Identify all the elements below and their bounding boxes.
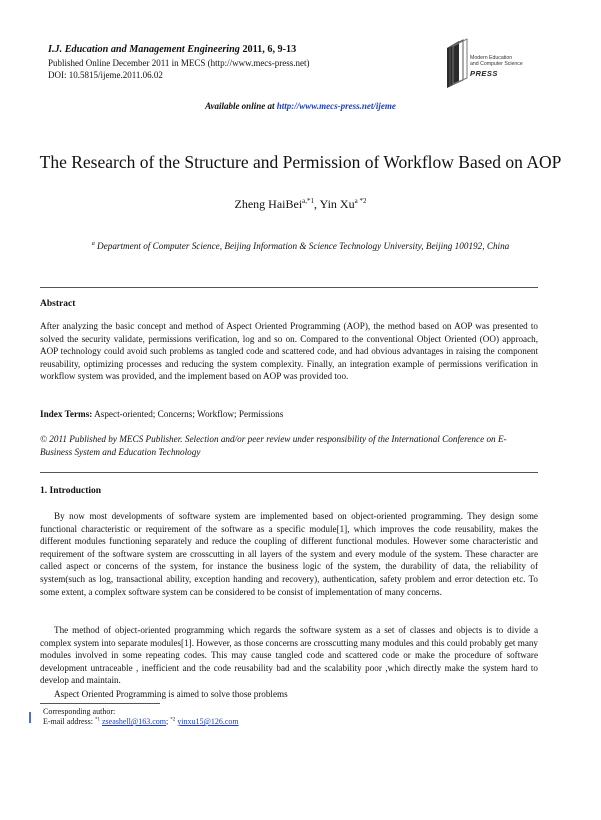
email-2-link[interactable]: yinxu15@126.com [177, 717, 239, 726]
logo-press: PRESS [470, 69, 498, 78]
published-line: Published Online December 2011 in MECS (http://www.mecs-press.net) [48, 58, 310, 68]
email-2-sup: *2 [170, 717, 176, 723]
abstract-bottom-rule [40, 472, 538, 473]
affiliation [55, 238, 546, 253]
available-online [0, 101, 601, 111]
footnote-label: Corresponding author: [43, 707, 116, 716]
logo-line-1: Modern Education [470, 55, 513, 61]
email-1-sup: *1 [94, 717, 100, 723]
copyright-notice: © 2011 Published by MECS Publisher. Selection and/or peer review under responsibility of the International Conference on E-Business System and Education Technology [40, 434, 507, 457]
affiliation-sup: a [91, 241, 95, 247]
journal-header [48, 44, 296, 55]
index-terms-value: Aspect-oriented; Concerns; Workflow; Permissions [94, 409, 284, 419]
author-separator: , [314, 197, 320, 211]
author-2-sup: a *2 [354, 197, 367, 205]
abstract-text: After analyzing the basic concept and method of Aspect Oriented Programming (AOP), the method based on AOP was presented to solved the security validate, permissions verification, log and so on. Compared to the conventional Object Oriented (OO) approach, AOP technology could avoid such problems as tangled code and scattered code, and had obvious advantages in raising the component reusability, optimizing processes and reducing the system complexity. Finally, an integration example of permissions verification in workflow system was provided, and the implement based on AOP was provided too. [40, 321, 538, 382]
intro-paragraph-2: The method of object-oriented programming which regards the software system as a set of classes and objects is to divide a complex system into separate modules[1]. However, as those concerns are crosscutting many modules and this could probably get many modules involved in some repeating codes. This may cause tangled code and scattered code or make the procedure of software development untraceable , inefficient and the code reusability bad and the scalability poor ,which directly make the system hard to develop and maintain. [40, 625, 538, 686]
author-2: Yin Xu [319, 197, 355, 211]
intro-paragraph-3: Aspect Oriented Programming is aimed to solve those problems [54, 689, 288, 699]
abstract-top-rule [40, 287, 538, 288]
intro-paragraph-1: By now most developments of software system are implemented based on object-oriented programming. They design some functional characteristic or requirement of the software as a specific module[1], which improves the code reusability, makes the different modules functioning separately and reduce the coupling of different functional modules. However some characteristic and requirement of the software system are crosscutting in all layers of the system and every module of the system. These character are called aspect or concerns of the system, for instance the business logic of the system, the durability of data, the reliability of system(such as log, transactional ability, exception handing and recovery), authentication, safety problem and error detection etc. To some extent, a complex software system can be considered to be consist of implementation of many concerns. [40, 511, 538, 597]
email-prefix: E-mail address: [43, 717, 93, 726]
email-1-link[interactable]: zseashell@163.com [101, 717, 166, 726]
footnote-emails [43, 717, 239, 726]
footnote-rule [40, 703, 160, 704]
author-list [0, 197, 601, 212]
doi-line: DOI: 10.5815/ijeme.2011.06.02 [48, 70, 163, 80]
index-terms [40, 409, 283, 419]
email-separator: ; [166, 717, 169, 726]
journal-title: I.J. Education and Management Engineering [48, 44, 240, 55]
author-1-sup: a,*1 [302, 197, 315, 205]
journal-url-link[interactable]: http://www.mecs-press.net/ijeme [276, 101, 396, 111]
logo-line-2: and Computer Science [470, 61, 523, 67]
intro-heading: 1. Introduction [40, 486, 102, 496]
abstract-heading: Abstract [40, 299, 76, 309]
paper-title: The Research of the Structure and Permission of Workflow Based on AOP [39, 152, 562, 172]
logo-text [470, 55, 523, 67]
margin-marker [29, 712, 31, 723]
journal-volume: 2011, 6, 9-13 [242, 44, 297, 55]
author-1: Zheng HaiBei [234, 197, 303, 211]
index-terms-label: Index Terms: [40, 409, 93, 419]
available-prefix: Available online at [205, 101, 275, 111]
book-stack-icon [445, 38, 469, 88]
publisher-logo [445, 38, 565, 90]
affiliation-text: Department of Computer Science, Beijing Information & Science Technology University, Beijing 100192, China [97, 241, 510, 252]
